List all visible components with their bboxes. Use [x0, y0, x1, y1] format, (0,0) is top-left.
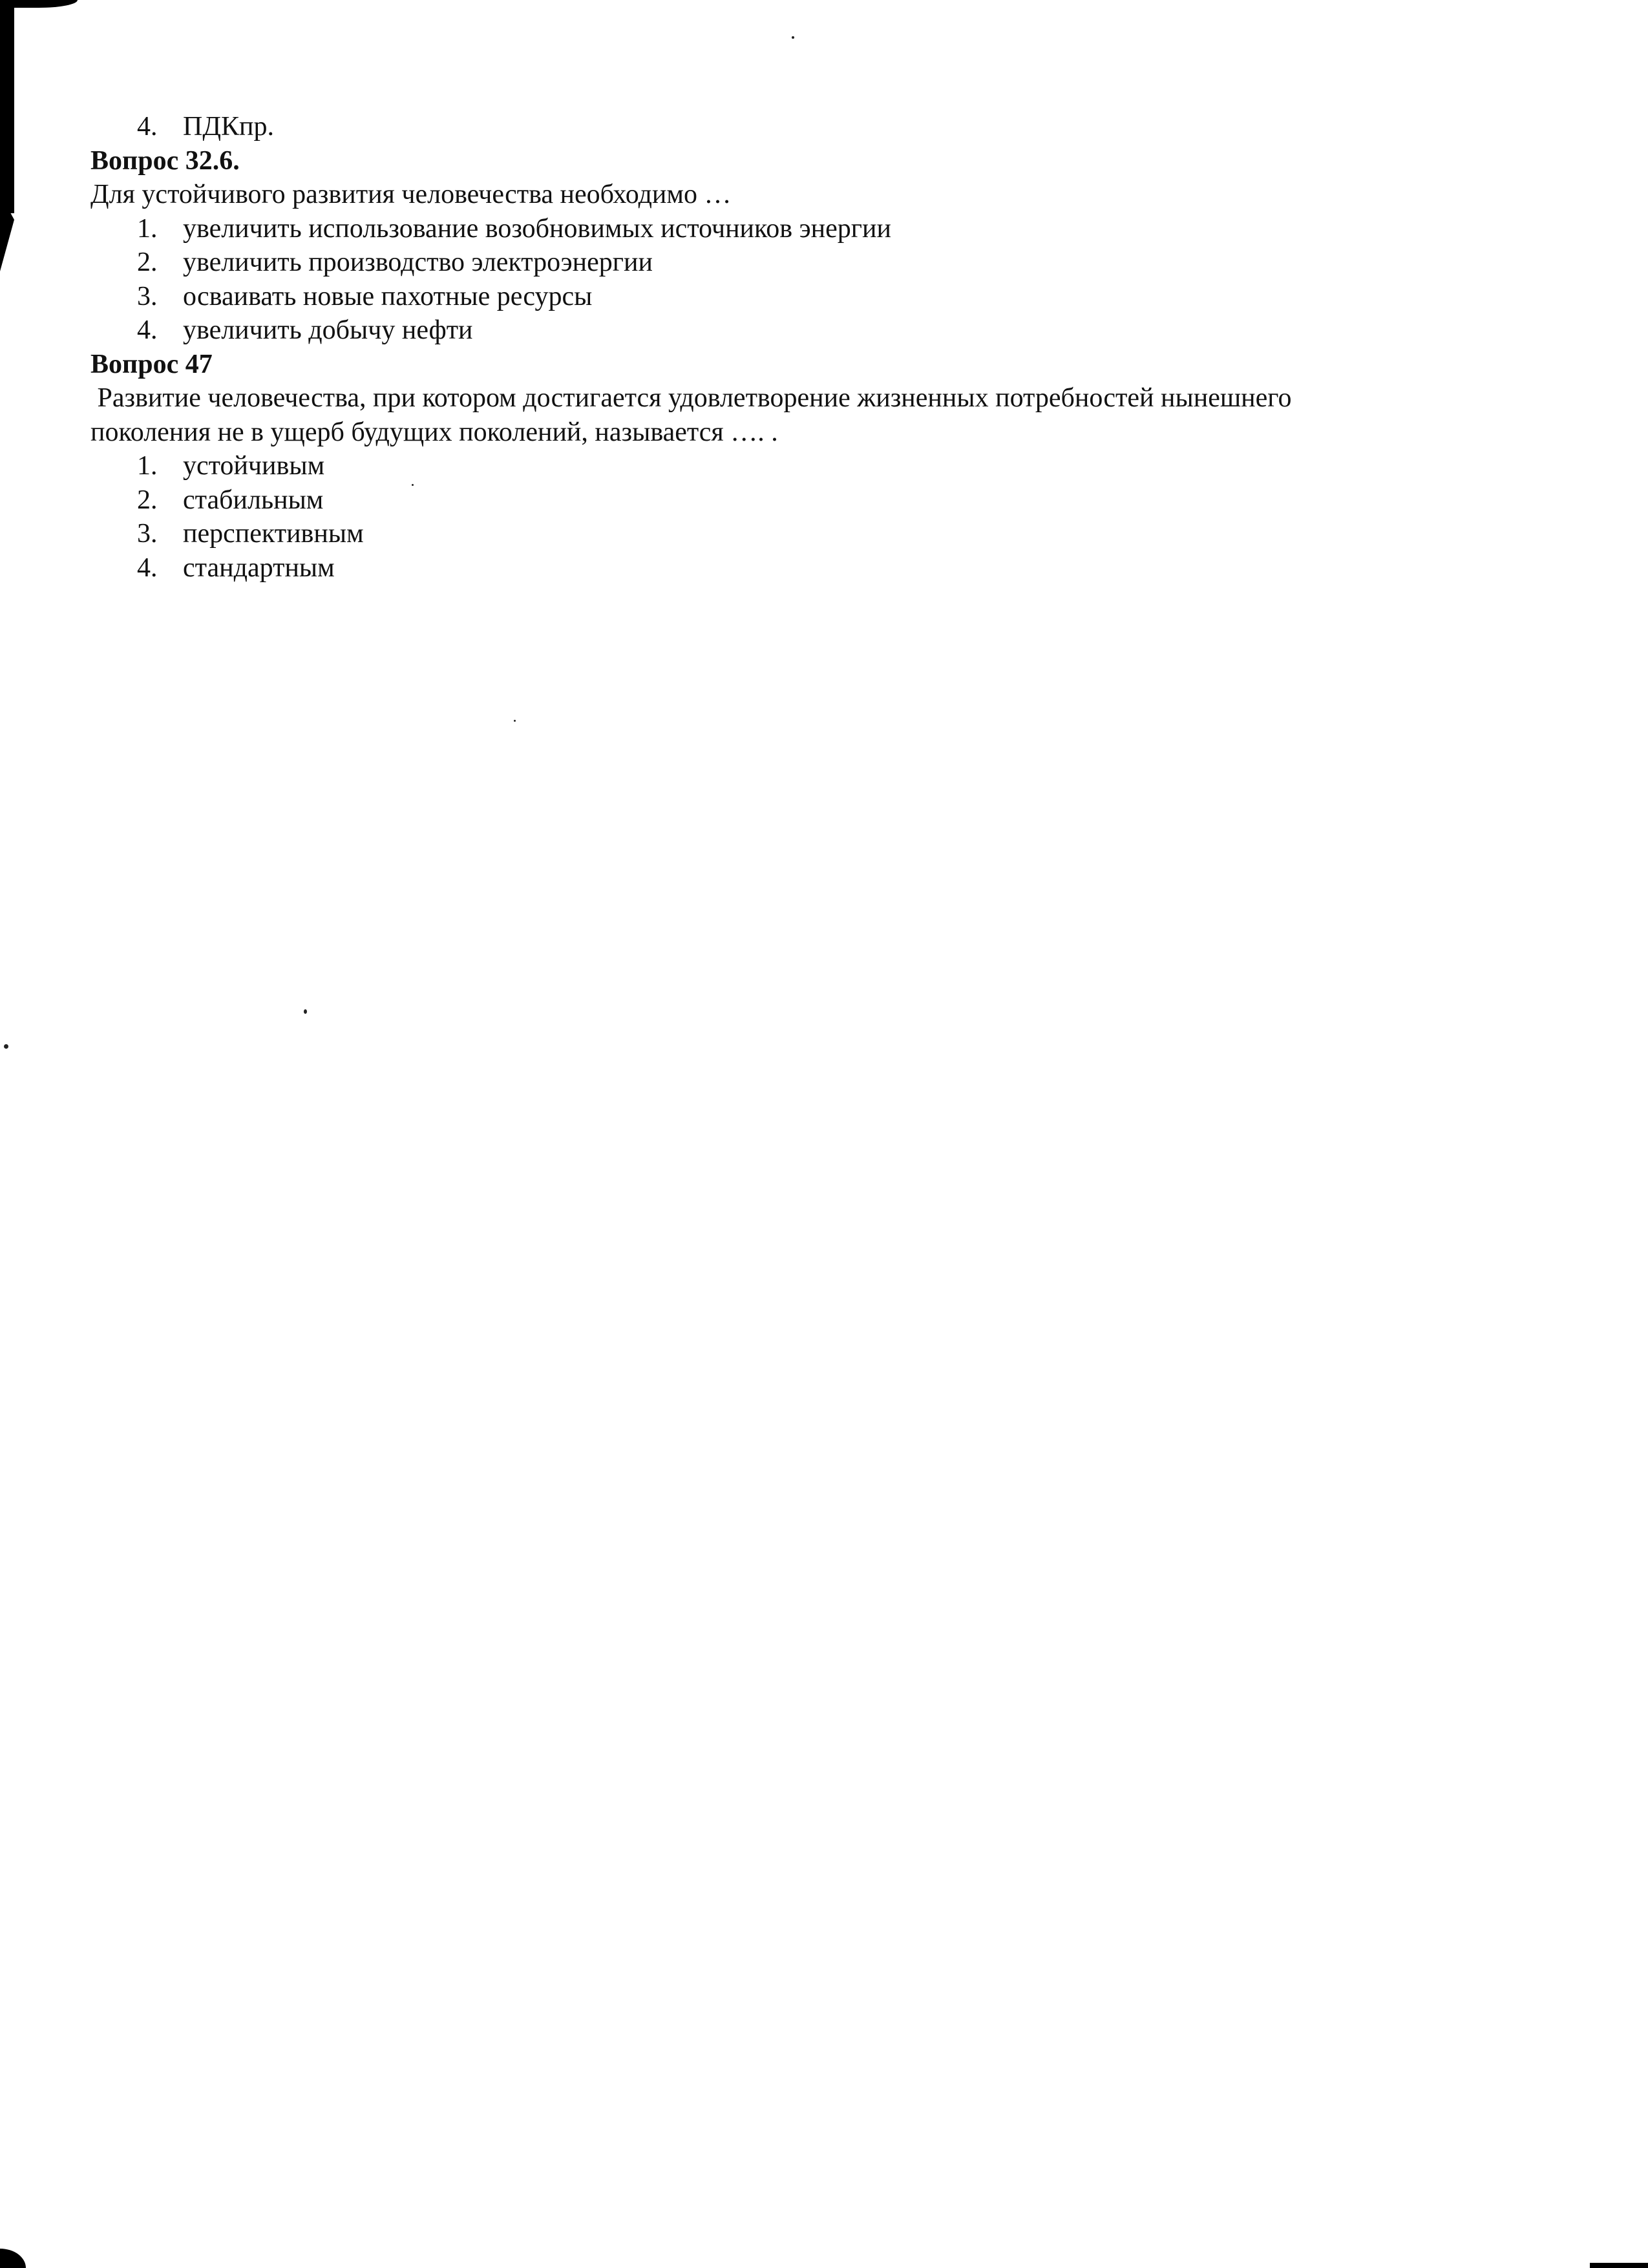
option-number: 4. [137, 315, 158, 345]
list-number: 4. [137, 112, 158, 142]
question-title: Вопрос 47 [90, 349, 213, 379]
option-number: 2. [137, 485, 158, 515]
scan-edge-shadow [0, 0, 14, 213]
document-body [90, 110, 1577, 585]
option-text: стабильным [183, 485, 324, 515]
scan-edge-notch [0, 194, 14, 271]
answer-option [90, 212, 1577, 246]
answer-option [90, 313, 1577, 348]
option-text: устойчивым [183, 451, 325, 481]
answer-option [90, 483, 1577, 518]
answer-option [90, 551, 1577, 585]
answer-option [90, 280, 1577, 314]
option-text: увеличить использование возобновимых источников энергии [183, 213, 891, 244]
option-text: осваивать новые пахотные ресурсы [183, 281, 593, 311]
scan-corner-shadow [0, 0, 78, 8]
option-number: 4. [137, 552, 158, 583]
option-number: 3. [137, 519, 158, 549]
answer-option [90, 517, 1577, 551]
question-prompt-line: Развитие человечества, при котором достигается удовлетворение жизненных потребностей нынешнего [90, 383, 1292, 413]
question-prompt: Для устойчивого развития человечества необходимо … [90, 180, 732, 209]
option-number: 1. [137, 213, 158, 244]
question-prompt-line: поколения не в ущерб будущих поколений, называется …. . [90, 417, 778, 447]
question-title: Вопрос 32.6. [90, 145, 240, 176]
option-text: увеличить производство электроэнергии [183, 247, 653, 277]
scan-speck [4, 1044, 8, 1049]
answer-option [90, 449, 1577, 483]
list-text: ПДКпр. [183, 112, 274, 142]
option-number: 2. [137, 247, 158, 277]
option-text: перспективным [183, 519, 364, 549]
option-text: увеличить добычу нефти [183, 315, 473, 345]
answer-option [90, 246, 1577, 280]
list-item [90, 110, 1577, 144]
option-number: 3. [137, 281, 158, 311]
option-text: стандартным [183, 552, 335, 583]
scan-corner-shadow-bottom-left [0, 2249, 26, 2268]
scan-speck [514, 720, 516, 722]
scan-speck [304, 1009, 307, 1014]
option-number: 1. [137, 451, 158, 481]
scan-speck [792, 36, 794, 39]
scan-corner-shadow-bottom-right [1590, 2263, 1648, 2268]
